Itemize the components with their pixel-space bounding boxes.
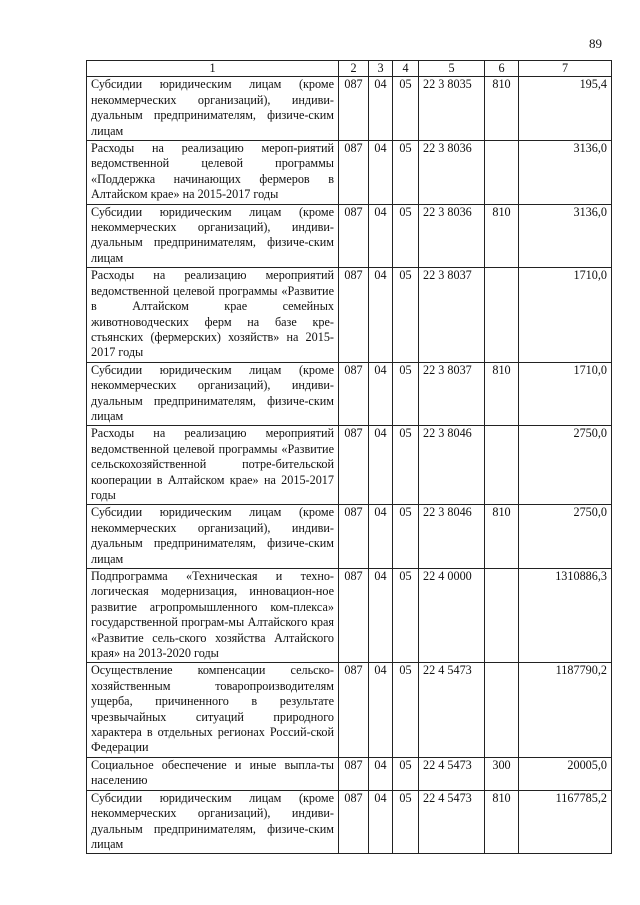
row-amount: 3136,0 bbox=[519, 141, 612, 205]
row-code-pr: 05 bbox=[393, 204, 419, 268]
column-header: 5 bbox=[419, 61, 485, 77]
row-code-rz: 04 bbox=[369, 757, 393, 790]
page-number: 89 bbox=[589, 36, 602, 51]
row-code-pr: 05 bbox=[393, 268, 419, 362]
row-amount: 20005,0 bbox=[519, 757, 612, 790]
row-code-csr: 22 3 8046 bbox=[419, 426, 485, 505]
row-code-rz: 04 bbox=[369, 663, 393, 757]
row-code-grbs: 087 bbox=[339, 505, 369, 569]
column-header: 6 bbox=[485, 61, 519, 77]
row-amount: 1710,0 bbox=[519, 362, 612, 426]
table-row bbox=[87, 268, 612, 362]
row-amount: 1167785,2 bbox=[519, 790, 612, 854]
column-header: 7 bbox=[519, 61, 612, 77]
table-row bbox=[87, 505, 612, 569]
row-code-vr: 810 bbox=[485, 362, 519, 426]
row-code-pr: 05 bbox=[393, 757, 419, 790]
row-code-rz: 04 bbox=[369, 790, 393, 854]
row-description: Расходы на реализацию мероп-риятий ведомственной целевой программы «Поддержка начинающих фермеров в Алтайском крае» на 2015-2017 годы bbox=[87, 141, 339, 205]
row-code-pr: 05 bbox=[393, 426, 419, 505]
row-amount: 1310886,3 bbox=[519, 569, 612, 663]
row-code-csr: 22 4 5473 bbox=[419, 663, 485, 757]
budget-table bbox=[86, 60, 612, 854]
table-row bbox=[87, 204, 612, 268]
row-code-grbs: 087 bbox=[339, 757, 369, 790]
row-code-grbs: 087 bbox=[339, 790, 369, 854]
row-code-grbs: 087 bbox=[339, 362, 369, 426]
row-description: Субсидии юридическим лицам (кроме некоммерческих организаций), индиви-дуальным предпринимателям, физиче-ским лицам bbox=[87, 362, 339, 426]
table-row bbox=[87, 790, 612, 854]
row-description: Субсидии юридическим лицам (кроме некоммерческих организаций), индиви-дуальным предпринимателям, физиче-ским лицам bbox=[87, 77, 339, 141]
row-code-pr: 05 bbox=[393, 569, 419, 663]
row-code-vr: 810 bbox=[485, 790, 519, 854]
row-code-csr: 22 3 8035 bbox=[419, 77, 485, 141]
row-code-rz: 04 bbox=[369, 141, 393, 205]
row-code-grbs: 087 bbox=[339, 663, 369, 757]
row-amount: 2750,0 bbox=[519, 505, 612, 569]
table-row bbox=[87, 77, 612, 141]
row-code-grbs: 087 bbox=[339, 268, 369, 362]
row-code-vr: 300 bbox=[485, 757, 519, 790]
row-code-vr: 810 bbox=[485, 505, 519, 569]
row-code-rz: 04 bbox=[369, 569, 393, 663]
header-row bbox=[87, 61, 612, 77]
row-amount: 2750,0 bbox=[519, 426, 612, 505]
table-row bbox=[87, 757, 612, 790]
row-code-csr: 22 3 8037 bbox=[419, 362, 485, 426]
row-code-vr bbox=[485, 426, 519, 505]
row-code-pr: 05 bbox=[393, 77, 419, 141]
row-code-csr: 22 3 8037 bbox=[419, 268, 485, 362]
row-code-grbs: 087 bbox=[339, 141, 369, 205]
column-header: 1 bbox=[87, 61, 339, 77]
row-code-grbs: 087 bbox=[339, 569, 369, 663]
row-code-vr: 810 bbox=[485, 77, 519, 141]
row-code-rz: 04 bbox=[369, 505, 393, 569]
column-header: 2 bbox=[339, 61, 369, 77]
row-code-rz: 04 bbox=[369, 204, 393, 268]
row-code-grbs: 087 bbox=[339, 77, 369, 141]
table-row bbox=[87, 569, 612, 663]
row-code-vr bbox=[485, 569, 519, 663]
table-row bbox=[87, 141, 612, 205]
row-amount: 195,4 bbox=[519, 77, 612, 141]
row-code-rz: 04 bbox=[369, 426, 393, 505]
row-code-csr: 22 4 5473 bbox=[419, 757, 485, 790]
row-code-rz: 04 bbox=[369, 268, 393, 362]
row-description: Субсидии юридическим лицам (кроме некоммерческих организаций), индиви-дуальным предпринимателям, физиче-ским лицам bbox=[87, 790, 339, 854]
row-code-pr: 05 bbox=[393, 790, 419, 854]
row-amount: 1710,0 bbox=[519, 268, 612, 362]
row-description: Расходы на реализацию мероприятий ведомственной целевой программы «Развитие в Алтайском крае семейных животноводческих ферм на базе кре-стьянских (фермерских) хозяйств» на 2015-2017 годы bbox=[87, 268, 339, 362]
row-code-grbs: 087 bbox=[339, 204, 369, 268]
row-code-vr bbox=[485, 141, 519, 205]
row-code-pr: 05 bbox=[393, 141, 419, 205]
row-code-rz: 04 bbox=[369, 77, 393, 141]
table-row bbox=[87, 362, 612, 426]
row-code-vr bbox=[485, 663, 519, 757]
row-code-csr: 22 4 5473 bbox=[419, 790, 485, 854]
row-description: Субсидии юридическим лицам (кроме некоммерческих организаций), индиви-дуальным предпринимателям, физиче-ским лицам bbox=[87, 505, 339, 569]
column-header: 4 bbox=[393, 61, 419, 77]
row-description: Осуществление компенсации сельско-хозяйственным товаропроизводителям ущерба, причиненного в результате чрезвычайных ситуаций природного характера в отдельных регионах Россий-ской Федерации bbox=[87, 663, 339, 757]
row-code-rz: 04 bbox=[369, 362, 393, 426]
table-row bbox=[87, 426, 612, 505]
row-amount: 1187790,2 bbox=[519, 663, 612, 757]
column-header: 3 bbox=[369, 61, 393, 77]
table-row bbox=[87, 663, 612, 757]
row-code-csr: 22 4 0000 bbox=[419, 569, 485, 663]
row-code-csr: 22 3 8036 bbox=[419, 204, 485, 268]
row-code-pr: 05 bbox=[393, 505, 419, 569]
row-description: Расходы на реализацию мероприятий ведомственной целевой программы «Развитие сельскохозяйственной потре-бительской кооперации в Алтайском крае» на 2015-2017 годы bbox=[87, 426, 339, 505]
row-description: Субсидии юридическим лицам (кроме некоммерческих организаций), индиви-дуальным предпринимателям, физиче-ским лицам bbox=[87, 204, 339, 268]
row-description: Подпрограмма «Техническая и техно-логическая модернизация, инновацион-ное развитие агропромышленного ком-плекса» государственной програм-мы Алтайского края «Развитие сель-ского хозяйства Алтайского края» на 2013-2020 годы bbox=[87, 569, 339, 663]
row-code-vr bbox=[485, 268, 519, 362]
row-code-pr: 05 bbox=[393, 663, 419, 757]
row-amount: 3136,0 bbox=[519, 204, 612, 268]
row-code-csr: 22 3 8036 bbox=[419, 141, 485, 205]
row-description: Социальное обеспечение и иные выпла-ты населению bbox=[87, 757, 339, 790]
row-code-grbs: 087 bbox=[339, 426, 369, 505]
row-code-csr: 22 3 8046 bbox=[419, 505, 485, 569]
row-code-pr: 05 bbox=[393, 362, 419, 426]
row-code-vr: 810 bbox=[485, 204, 519, 268]
